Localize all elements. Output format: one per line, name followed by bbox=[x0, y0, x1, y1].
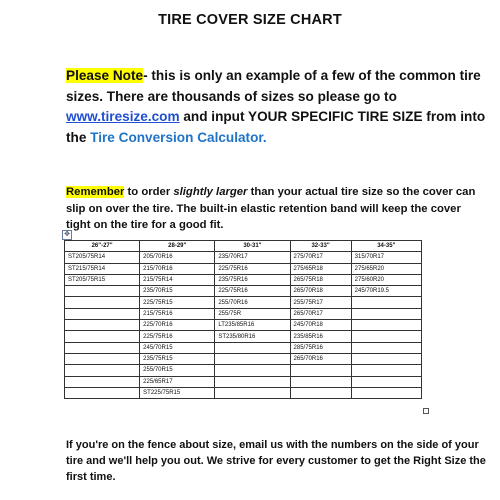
table-cell: 275/60R20 bbox=[351, 274, 421, 285]
remember-text-2: than your actual tire size so the cover can slip on over the tire. The built-in elastic retention band will keep the cover tight on the tire for a good fit. bbox=[66, 186, 476, 232]
table-cell bbox=[65, 342, 140, 353]
table-cell bbox=[215, 387, 290, 398]
table-cell bbox=[65, 286, 140, 297]
table-row bbox=[65, 297, 422, 308]
table-cell: 255/70R15 bbox=[140, 365, 215, 376]
remember-paragraph bbox=[66, 184, 486, 234]
table-cell bbox=[351, 353, 421, 364]
table-cell bbox=[351, 297, 421, 308]
table-cell: 255/70R16 bbox=[215, 297, 290, 308]
table-header-cell: 30-31" bbox=[215, 241, 290, 252]
table-row bbox=[65, 263, 422, 274]
table-row bbox=[65, 331, 422, 342]
table-cell: 215/75R16 bbox=[140, 308, 215, 319]
table-cell: 205/70R16 bbox=[140, 252, 215, 263]
tire-conversion-calculator-text: Tire Conversion Calculator. bbox=[90, 129, 267, 145]
remember-label: Remember bbox=[66, 186, 125, 198]
table-cell: 265/70R18 bbox=[290, 286, 351, 297]
table-cell bbox=[351, 376, 421, 387]
move-icon[interactable]: ✥ bbox=[62, 230, 72, 240]
table-cell: 235/70R17 bbox=[215, 252, 290, 263]
please-note-label: Please Note bbox=[66, 68, 144, 83]
table-cell: 265/70R16 bbox=[290, 353, 351, 364]
table-cell: 245/70R15 bbox=[140, 342, 215, 353]
table-cell: 255/75R bbox=[215, 308, 290, 319]
table-cell: 245/70R18 bbox=[290, 320, 351, 331]
table-row bbox=[65, 365, 422, 376]
table-cell: 275/70R17 bbox=[290, 252, 351, 263]
table-cell: 215/75R14 bbox=[140, 274, 215, 285]
table-row bbox=[65, 320, 422, 331]
table-cell: 225/65R17 bbox=[140, 376, 215, 387]
table-cell bbox=[290, 387, 351, 398]
table-cell bbox=[215, 342, 290, 353]
table-cell: 315/70R17 bbox=[351, 252, 421, 263]
table-cell bbox=[351, 365, 421, 376]
table-cell: 235/75R15 bbox=[140, 353, 215, 364]
please-note-text-1: - this is only an example of a few of the common tire sizes. There are thousands of sizes so please go to bbox=[66, 68, 481, 104]
table-cell: 285/75R16 bbox=[290, 342, 351, 353]
table-cell bbox=[351, 387, 421, 398]
table-header-cell: 34-35" bbox=[351, 241, 421, 252]
table-row bbox=[65, 353, 422, 364]
table-cell: ST215/75R14 bbox=[65, 263, 140, 274]
table-cell: ST225/75R15 bbox=[140, 387, 215, 398]
tire-size-table bbox=[64, 240, 422, 399]
table-cell bbox=[351, 331, 421, 342]
table-cell: 215/70R16 bbox=[140, 263, 215, 274]
table-cell: 225/75R16 bbox=[215, 263, 290, 274]
table-cell: 255/75R17 bbox=[290, 297, 351, 308]
table-cell: 225/70R16 bbox=[140, 320, 215, 331]
table-row bbox=[65, 286, 422, 297]
table-header-cell: 26"-27" bbox=[65, 241, 140, 252]
table-cell: 275/65R18 bbox=[290, 263, 351, 274]
remember-emphasis: slightly larger bbox=[173, 186, 248, 198]
tiresize-link[interactable]: www.tiresize.com bbox=[66, 109, 180, 124]
please-note-text-2: and input YOUR SPECIFIC TIRE SIZE from into the bbox=[66, 109, 486, 145]
table-cell: 225/75R16 bbox=[140, 331, 215, 342]
table-cell bbox=[65, 365, 140, 376]
table-cell: ST205/75R14 bbox=[65, 252, 140, 263]
table-row bbox=[65, 376, 422, 387]
table-row bbox=[65, 342, 422, 353]
table-cell bbox=[65, 331, 140, 342]
table-resize-handle[interactable] bbox=[423, 408, 429, 414]
table-cell: 235/70R15 bbox=[140, 286, 215, 297]
table-cell bbox=[65, 376, 140, 387]
table-row bbox=[65, 308, 422, 319]
table-row bbox=[65, 252, 422, 263]
footer-paragraph: If you're on the fence about size, email us with the numbers on the side of your tire and we'll help you out. We strive for every customer to get the Right Size the first time. bbox=[66, 439, 486, 483]
table-cell bbox=[215, 365, 290, 376]
table-cell: 245/70R19.5 bbox=[351, 286, 421, 297]
table-header-row bbox=[65, 241, 422, 252]
table-cell bbox=[65, 387, 140, 398]
table-cell bbox=[65, 320, 140, 331]
table-row bbox=[65, 387, 422, 398]
table-cell: 235/75R16 bbox=[215, 274, 290, 285]
table-cell: 225/75R16 bbox=[215, 286, 290, 297]
table-cell: LT235/85R16 bbox=[215, 320, 290, 331]
table-cell bbox=[290, 365, 351, 376]
table-cell: 235/85R16 bbox=[290, 331, 351, 342]
table-cell bbox=[65, 353, 140, 364]
please-note-paragraph bbox=[66, 66, 486, 148]
table-cell bbox=[215, 353, 290, 364]
table-cell bbox=[65, 308, 140, 319]
table-body bbox=[65, 252, 422, 399]
table-header-cell: 32-33" bbox=[290, 241, 351, 252]
table-cell: ST205/75R15 bbox=[65, 274, 140, 285]
table-cell bbox=[65, 297, 140, 308]
table-cell: 275/65R20 bbox=[351, 263, 421, 274]
table-cell: 265/70R17 bbox=[290, 308, 351, 319]
table-cell bbox=[215, 376, 290, 387]
remember-text-1: to order bbox=[124, 186, 174, 198]
table-cell bbox=[290, 376, 351, 387]
table-cell bbox=[351, 342, 421, 353]
table-cell bbox=[351, 320, 421, 331]
table-cell: 265/75R18 bbox=[290, 274, 351, 285]
table-header-cell: 28-29" bbox=[140, 241, 215, 252]
table-row bbox=[65, 274, 422, 285]
table-cell: ST235/80R16 bbox=[215, 331, 290, 342]
page-title: TIRE COVER SIZE CHART bbox=[158, 12, 342, 28]
table-cell bbox=[351, 308, 421, 319]
table-cell: 225/75R15 bbox=[140, 297, 215, 308]
